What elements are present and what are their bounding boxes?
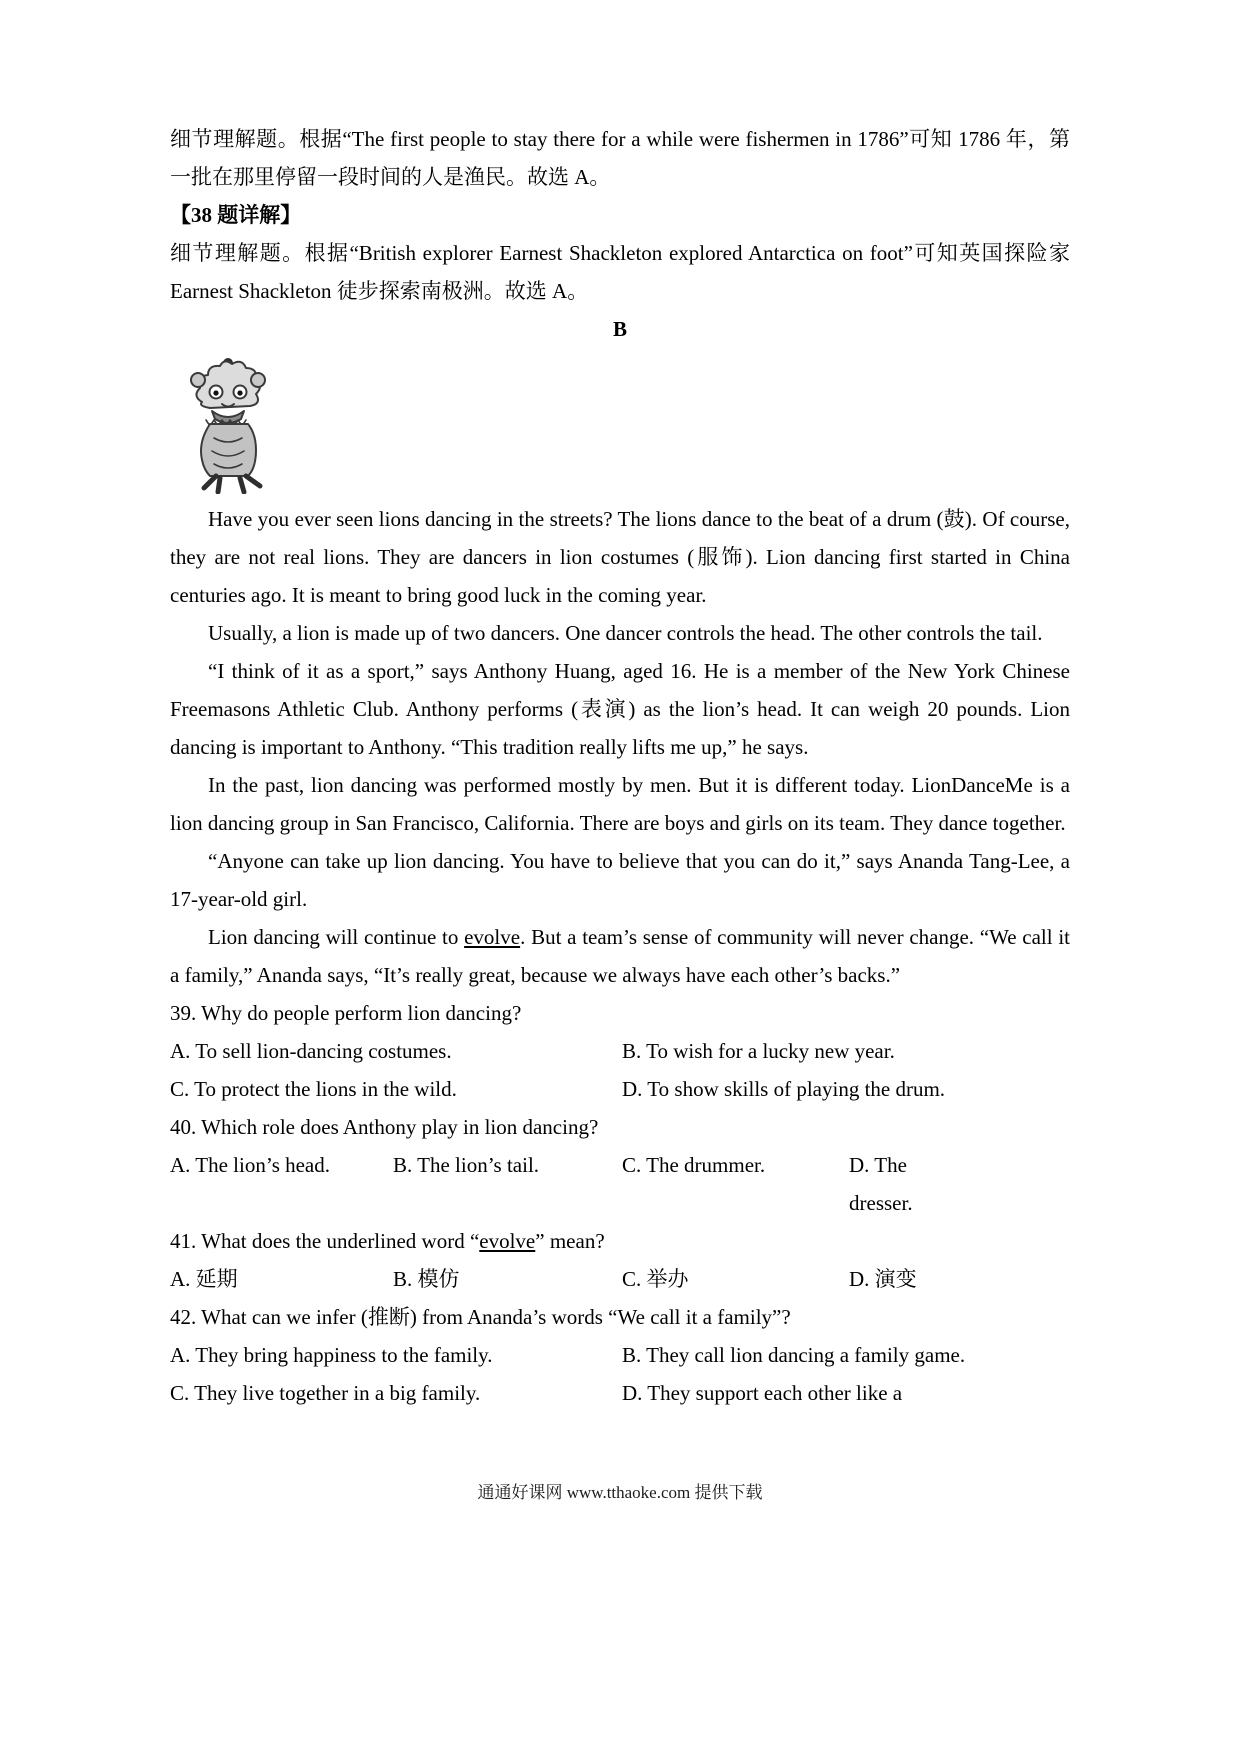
explanation-38-heading: 【38 题详解】 <box>170 203 302 227</box>
question-40-options <box>170 1146 1070 1222</box>
question-42-option-a: A. They bring happiness to the family. <box>170 1343 493 1367</box>
question-39-option-c: C. To protect the lions in the wild. <box>170 1077 457 1101</box>
question-42-options <box>170 1336 1070 1412</box>
question-41-stem <box>170 1222 1070 1260</box>
question-40-option-d: D. The dresser. <box>849 1153 913 1215</box>
question-40-stem: 40. Which role does Anthony play in lion dancing? <box>170 1115 599 1139</box>
passage-paragraph-3: “I think of it as a sport,” says Anthony Huang, aged 16. He is a member of the New York Chinese Freemasons Athletic Club. Anthony performs (表演) as the lion’s head. It can weigh 20 pounds. Lion dancing is important to Anthony. “This tradition really lifts me up,” he says. <box>170 659 1070 759</box>
passage-paragraph-4: In the past, lion dancing was performed mostly by men. But it is different today. LionDanceMe is a lion dancing group in San Francisco, California. There are boys and girls on its team. They dance together. <box>170 773 1070 835</box>
question-42-option-d: D. They support each other like a <box>622 1381 903 1405</box>
lion-dance-image <box>172 354 284 494</box>
document-body <box>170 120 1070 1412</box>
passage-p6-before: Lion dancing will continue to <box>208 925 465 949</box>
question-39-option-b: B. To wish for a lucky new year. <box>622 1039 895 1063</box>
explanation-37-text: 细节理解题。根据“The first people to stay there for a while were fishermen in 1786”可知 1786 年，第一批在那里停留一段时间的人是渔民。故选 A。 <box>170 127 1070 189</box>
question-41-option-d: D. 演变 <box>849 1267 917 1291</box>
question-41-stem-before: 41. What does the underlined word “ <box>170 1229 480 1253</box>
section-label: B <box>612 317 627 341</box>
question-41-stem-after: ” mean? <box>535 1229 605 1253</box>
question-39-option-a: A. To sell lion-dancing costumes. <box>170 1039 452 1063</box>
question-41-option-b: B. 模仿 <box>393 1267 460 1291</box>
page-footer: 通通好课网 www.tthaoke.com 提供下载 <box>477 1483 763 1502</box>
question-40-option-b: B. The lion’s tail. <box>393 1153 540 1177</box>
passage-paragraph-5: “Anyone can take up lion dancing. You have to believe that you can do it,” says Ananda Tang-Lee, a 17-year-old girl. <box>170 849 1070 911</box>
question-39-stem: 39. Why do people perform lion dancing? <box>170 1001 522 1025</box>
question-41-option-a: A. 延期 <box>170 1267 238 1291</box>
question-40-option-a: A. The lion’s head. <box>170 1153 331 1177</box>
question-41-option-c: C. 举办 <box>622 1267 689 1291</box>
question-40-option-c: C. The drummer. <box>622 1153 766 1177</box>
passage-paragraph-1: Have you ever seen lions dancing in the streets? The lions dance to the beat of a drum (鼓). Of course, they are not real lions. They are dancers in lion costumes (服饰). Lion dancing first started in China centuries ago. It is meant to bring good luck in the coming year. <box>170 507 1070 607</box>
question-42-option-b: B. They call lion dancing a family game. <box>622 1343 966 1367</box>
passage-paragraph-6 <box>170 918 1070 994</box>
question-42-option-c: C. They live together in a big family. <box>170 1381 481 1405</box>
question-41-underlined-word: evolve <box>479 1229 536 1253</box>
lion-dance-illustration <box>172 354 1070 496</box>
question-39-option-d: D. To show skills of playing the drum. <box>622 1077 946 1101</box>
passage-paragraph-2: Usually, a lion is made up of two dancers. One dancer controls the head. The other controls the tail. <box>208 621 1043 645</box>
question-42-stem: 42. What can we infer (推断) from Ananda’s words “We call it a family”? <box>170 1305 791 1329</box>
question-39-options <box>170 1032 1070 1108</box>
explanation-38-text: 细节理解题。根据“British explorer Earnest Shackleton explored Antarctica on foot”可知英国探险家 Earnest Shackleton 徒步探索南极洲。故选 A。 <box>170 241 1070 303</box>
passage-p6-after: . But a team’s sense of community will never change. “We call it a family,” Ananda says, “It’s really great, because we always have each other’s backs.” <box>170 925 1070 987</box>
question-41-options <box>170 1260 1070 1298</box>
underlined-word-evolve: evolve <box>464 925 521 949</box>
